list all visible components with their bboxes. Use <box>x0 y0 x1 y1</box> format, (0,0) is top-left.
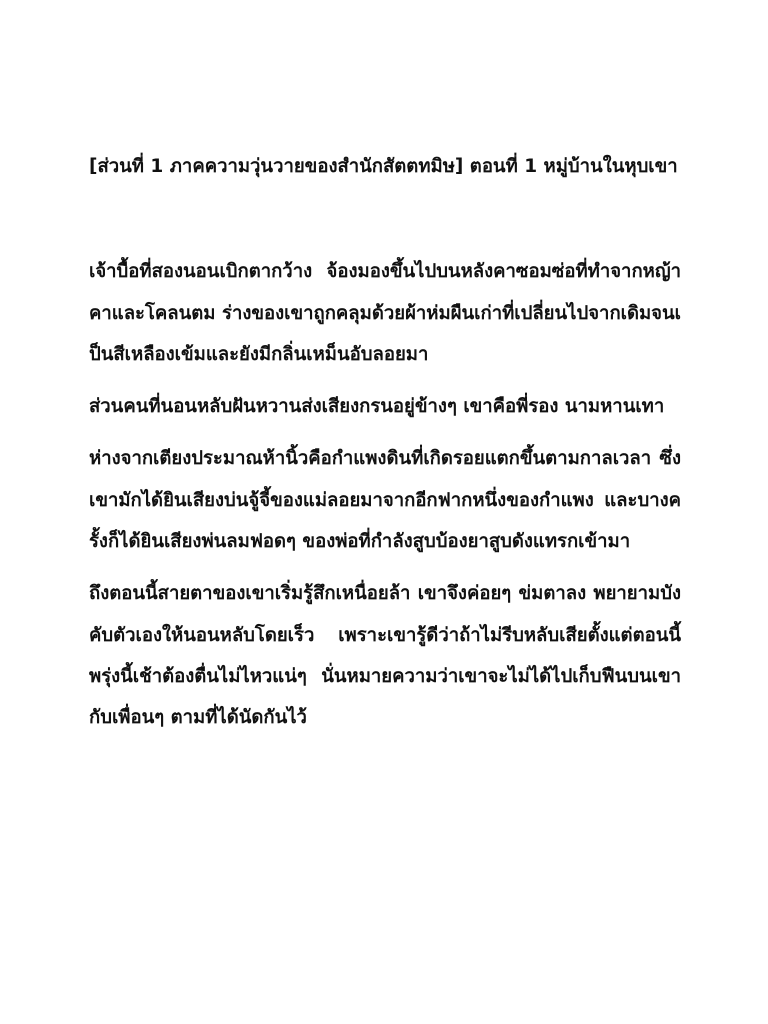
paragraph-1: เจ้าบื้อที่สองนอนเบิกตากว้าง จ้องมองขึ้นไปบนหลังคาซอมซ่อที่ทำจากหญ้าคาและโคลนตม ร่างของเขาถูกคลุมด้วยผ้าห่มผืนเก่าที่เปลี่ยนไปจากเดิมจนเป็นสีเหลืองเข้มและยังมีกลิ่นเหม็นอับลอยมา <box>89 261 681 365</box>
paragraph-3: ห่างจากเตียงประมาณห้านิ้วคือกำแพงดินที่เกิดรอยแตกขึ้นตามกาลเวลา ซึ่งเขามักได้ยินเสียงบ่นจู้จี้ของแม่ลอยมาจากอีกฟากหนึ่งของกำแพง และบางครั้งก็ได้ยินเสียงพ่นลมฟอดๆ ของพ่อที่กำลังสูบบ้องยาสูบดังแทรกเข้ามา <box>89 448 681 553</box>
paragraph-4: ถึงตอนนี้สายตาของเขาเริ่มรู้สึกเหนื่อยล้า เขาจึงค่อยๆ ข่มตาลง พยายามบังคับตัวเองให้นอนหลับโดยเร็ว เพราะเขารู้ดีว่าถ้าไม่รีบหลับเสียตั้งแต่ตอนนี้ พรุ่งนี้เช้าต้องตื่นไม่ไหวแน่ๆ นั่นหมายความว่าเขาจะไม่ได้ไปเก็บฟืนบนเขากับเพื่อนๆ ตามที่ได้นัดกันไว้ <box>89 583 681 729</box>
document-body <box>89 146 681 750</box>
chapter-heading: [ส่วนที่ 1 ภาคความวุ่นวายของสำนักสัตตทมิษ] ตอนที่ 1 หมู่บ้านในหุบเขา <box>89 156 678 177</box>
paragraph-2: ส่วนคนที่นอนหลับฝันหวานส่งเสียงกรนอยู่ข้างๆ เขาคือพี่รอง นามหานเทา <box>89 396 665 418</box>
